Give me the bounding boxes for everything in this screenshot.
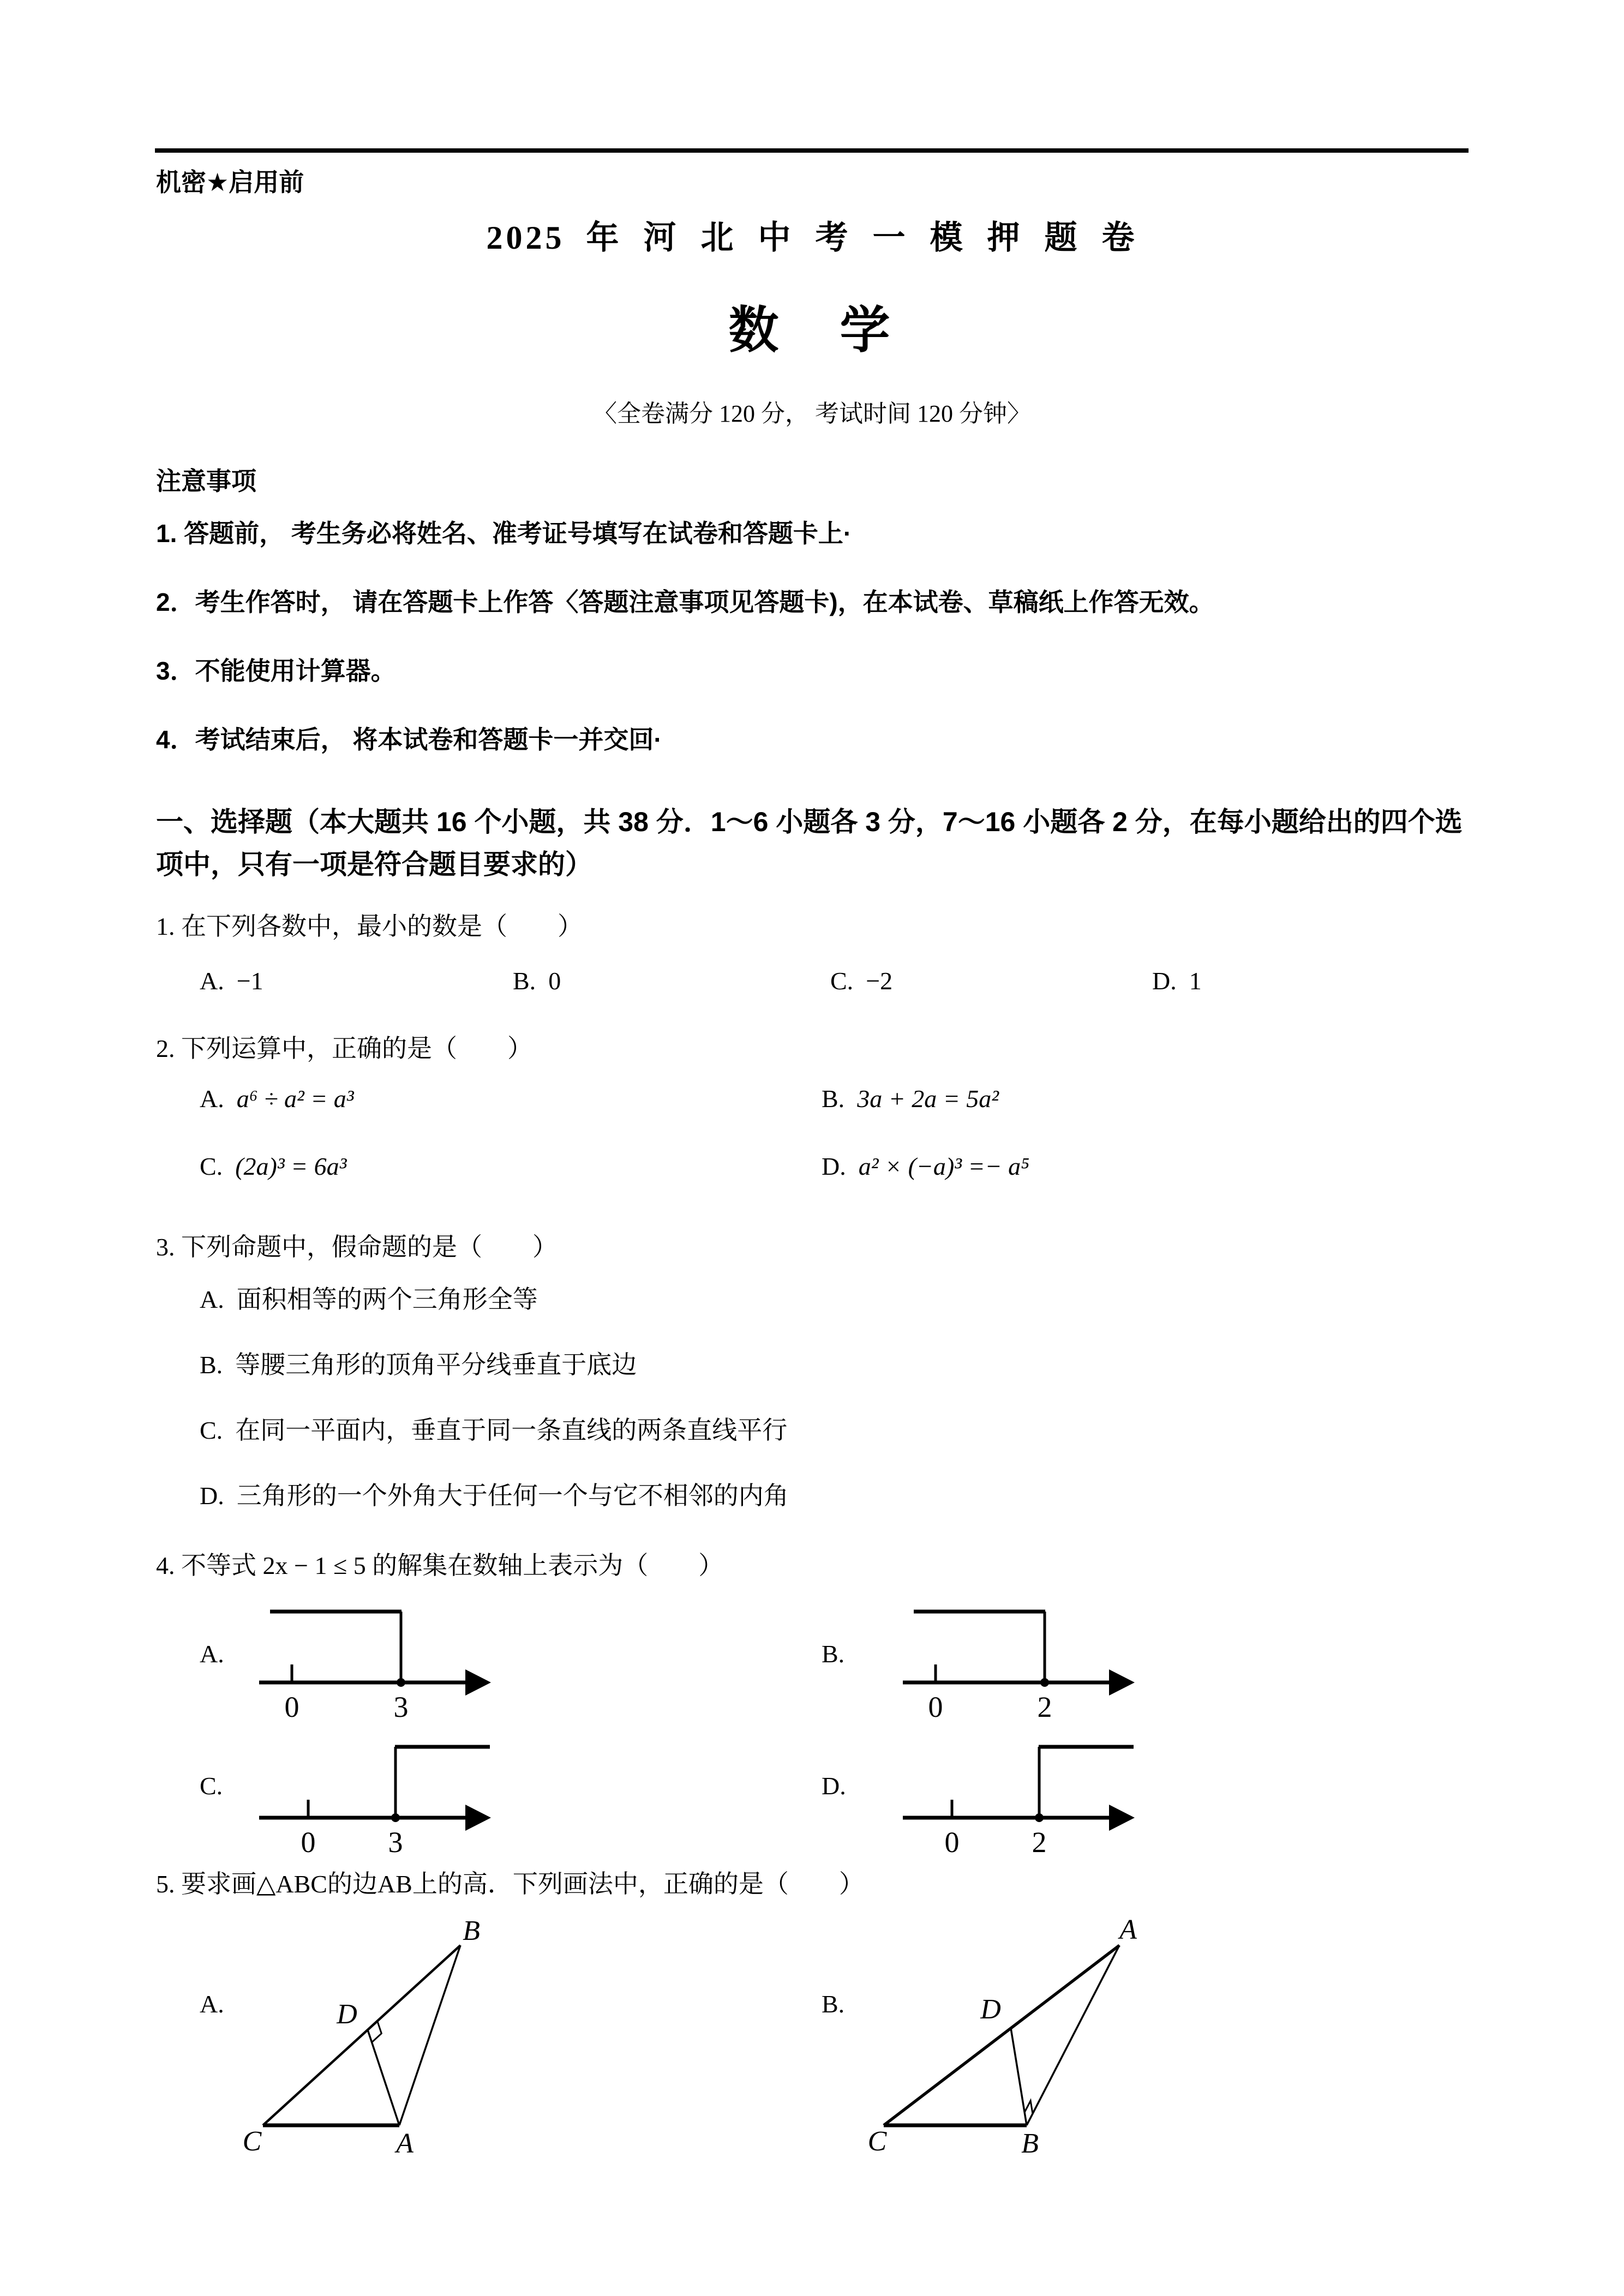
q1-option-c [830,966,892,995]
q3-option-b-label: B. [200,1351,223,1379]
question-2-stem: 2. 下列运算中，正确的是（ ） [156,1035,532,1062]
tick-label-0: 0 [301,1826,316,1859]
q5-option-b-triangle [867,1912,1206,2157]
axis-arrowhead-icon [1109,1669,1135,1696]
q1-option-c-value: −2 [866,967,893,995]
point-label-D: D [337,1999,357,2030]
q2-option-b-label: B. [822,1085,845,1113]
q5-option-a-label: A. [200,1990,224,2018]
axis-arrowhead-icon [465,1805,491,1831]
closed-endpoint-dot [391,1813,400,1822]
subject-title: 数 学 [728,303,896,358]
q5-option-a-triangle [240,1912,502,2157]
q3-option-b-text: 等腰三角形的顶角平分线垂直于底边 [235,1351,637,1379]
q3-option-d-label: D. [200,1482,224,1510]
q3-option-d [200,1476,789,1512]
q1-option-d [1152,966,1202,995]
q2-option-c-formula: (2a)³ = 6a³ [235,1152,347,1180]
right-angle-mark [1024,2101,1033,2114]
tick-label-0: 0 [928,1691,943,1723]
q3-option-d-text: 三角形的一个外角大于任何一个与它不相邻的内角 [236,1482,789,1510]
secrecy-notice: 机密★启用前 [156,168,304,196]
q2-option-d-label: D. [822,1152,846,1180]
q1-option-b-value: 0 [548,967,561,995]
vertex-label-A: A [396,2128,414,2157]
q3-option-a [200,1279,538,1315]
question-3-stem: 3. 下列命题中，假命题的是（ ） [156,1233,558,1261]
q2-option-c [200,1152,346,1181]
axis-arrowhead-icon [1109,1805,1135,1831]
tick-label-3: 3 [393,1691,409,1723]
tick-label-0: 0 [944,1826,960,1859]
paper-title: 2025 年 河 北 中 考 一 模 押 题 卷 [486,220,1138,256]
question-1-stem: 1. 在下列各数中，最小的数是（ ） [156,912,583,940]
q2-option-a-formula: a⁶ ÷ a² = a³ [236,1085,354,1113]
q2-option-b [822,1084,999,1113]
vertex-label-C: C [242,2126,262,2157]
q3-option-a-text: 面积相等的两个三角形全等 [236,1285,538,1313]
q2-option-c-label: C. [200,1152,223,1180]
notices-heading: 注意事项 [156,467,256,495]
paper-subtitle: 〈全卷满分 120 分， 考试时间 120 分钟〉 [593,400,1031,427]
closed-endpoint-dot [1035,1813,1044,1822]
q1-option-d-label: D. [1152,967,1177,995]
q2-option-b-formula: 3a + 2a = 5a² [857,1085,999,1113]
q4-option-b-numberline [900,1582,1135,1723]
q4-option-a-label: A. [200,1640,224,1668]
notice-item-4: 4．考试结束后， 将本试卷和答题卡一并交回· [156,725,662,754]
top-horizontal-rule [155,148,1469,153]
axis-arrowhead-icon [465,1669,491,1696]
q3-option-c-text: 在同一平面内，垂直于同一条直线的两条直线平行 [235,1416,788,1444]
notice-item-3: 3．不能使用计算器。 [156,657,396,685]
q1-option-d-value: 1 [1189,967,1202,995]
tick-label-2: 2 [1037,1691,1052,1723]
vertex-label-B: B [1021,2128,1039,2157]
tick-label-3: 3 [388,1826,403,1859]
vertex-label-A: A [1119,1914,1137,1945]
q2-option-d-formula: a² × (−a)³ =− a⁵ [858,1152,1030,1180]
q4-option-b-label: B. [822,1640,845,1668]
q4-option-d-numberline [900,1717,1135,1859]
closed-endpoint-dot [397,1678,405,1687]
q4-option-c-label: C. [200,1772,223,1800]
side-BA [1027,1945,1119,2125]
q1-option-c-label: C. [830,967,854,995]
question-4-stem: 4. 不等式 2x − 1 ≤ 5 的解集在数轴上表示为（ ） [156,1552,724,1579]
q2-option-d [822,1152,1029,1181]
q2-option-a [200,1084,354,1113]
question-5-stem: 5. 要求画△ABC的边AB上的高．下列画法中，正确的是（ ） [156,1870,864,1898]
q1-option-a [200,966,263,995]
q4-option-c-numberline [256,1717,491,1859]
closed-endpoint-dot [1040,1678,1049,1687]
q1-option-b-label: B. [513,967,536,995]
q5-option-b-label: B. [822,1990,845,2018]
q3-option-c [200,1410,787,1446]
tick-label-2: 2 [1032,1826,1047,1859]
q2-option-a-label: A. [200,1085,224,1113]
section-1-header: 一、选择题（本大题共 16 个小题，共 38 分．1～6 小题各 3 分，7～16 小题各 2 分，在每小题给出的四个选项中，只有一项是符合题目要求的） [156,807,1463,880]
vertex-label-C: C [867,2126,887,2157]
q3-option-b [200,1345,637,1381]
notice-item-1: 1. 答题前， 考生务必将姓名、准考证号填写在试卷和答题卡上· [156,519,852,548]
point-label-D: D [980,1994,1001,2025]
q4-option-a-numberline [256,1582,491,1723]
notice-item-2: 2．考生作答时， 请在答题卡上作答〈答题注意事项见答题卡)，在本试卷、草稿纸上作答无效。 [156,588,1214,616]
q1-option-b [513,966,561,995]
q1-option-a-label: A. [200,967,224,995]
side-CA [884,1945,1119,2125]
q4-option-d-label: D. [822,1772,846,1800]
q3-option-a-label: A. [200,1285,224,1313]
segment-AD [368,2030,399,2125]
segment-BD [1011,2028,1027,2125]
vertex-label-B: B [463,1915,480,1946]
tick-label-0: 0 [284,1691,299,1723]
q1-option-a-value: −1 [236,967,263,995]
q3-option-c-label: C. [200,1416,223,1444]
